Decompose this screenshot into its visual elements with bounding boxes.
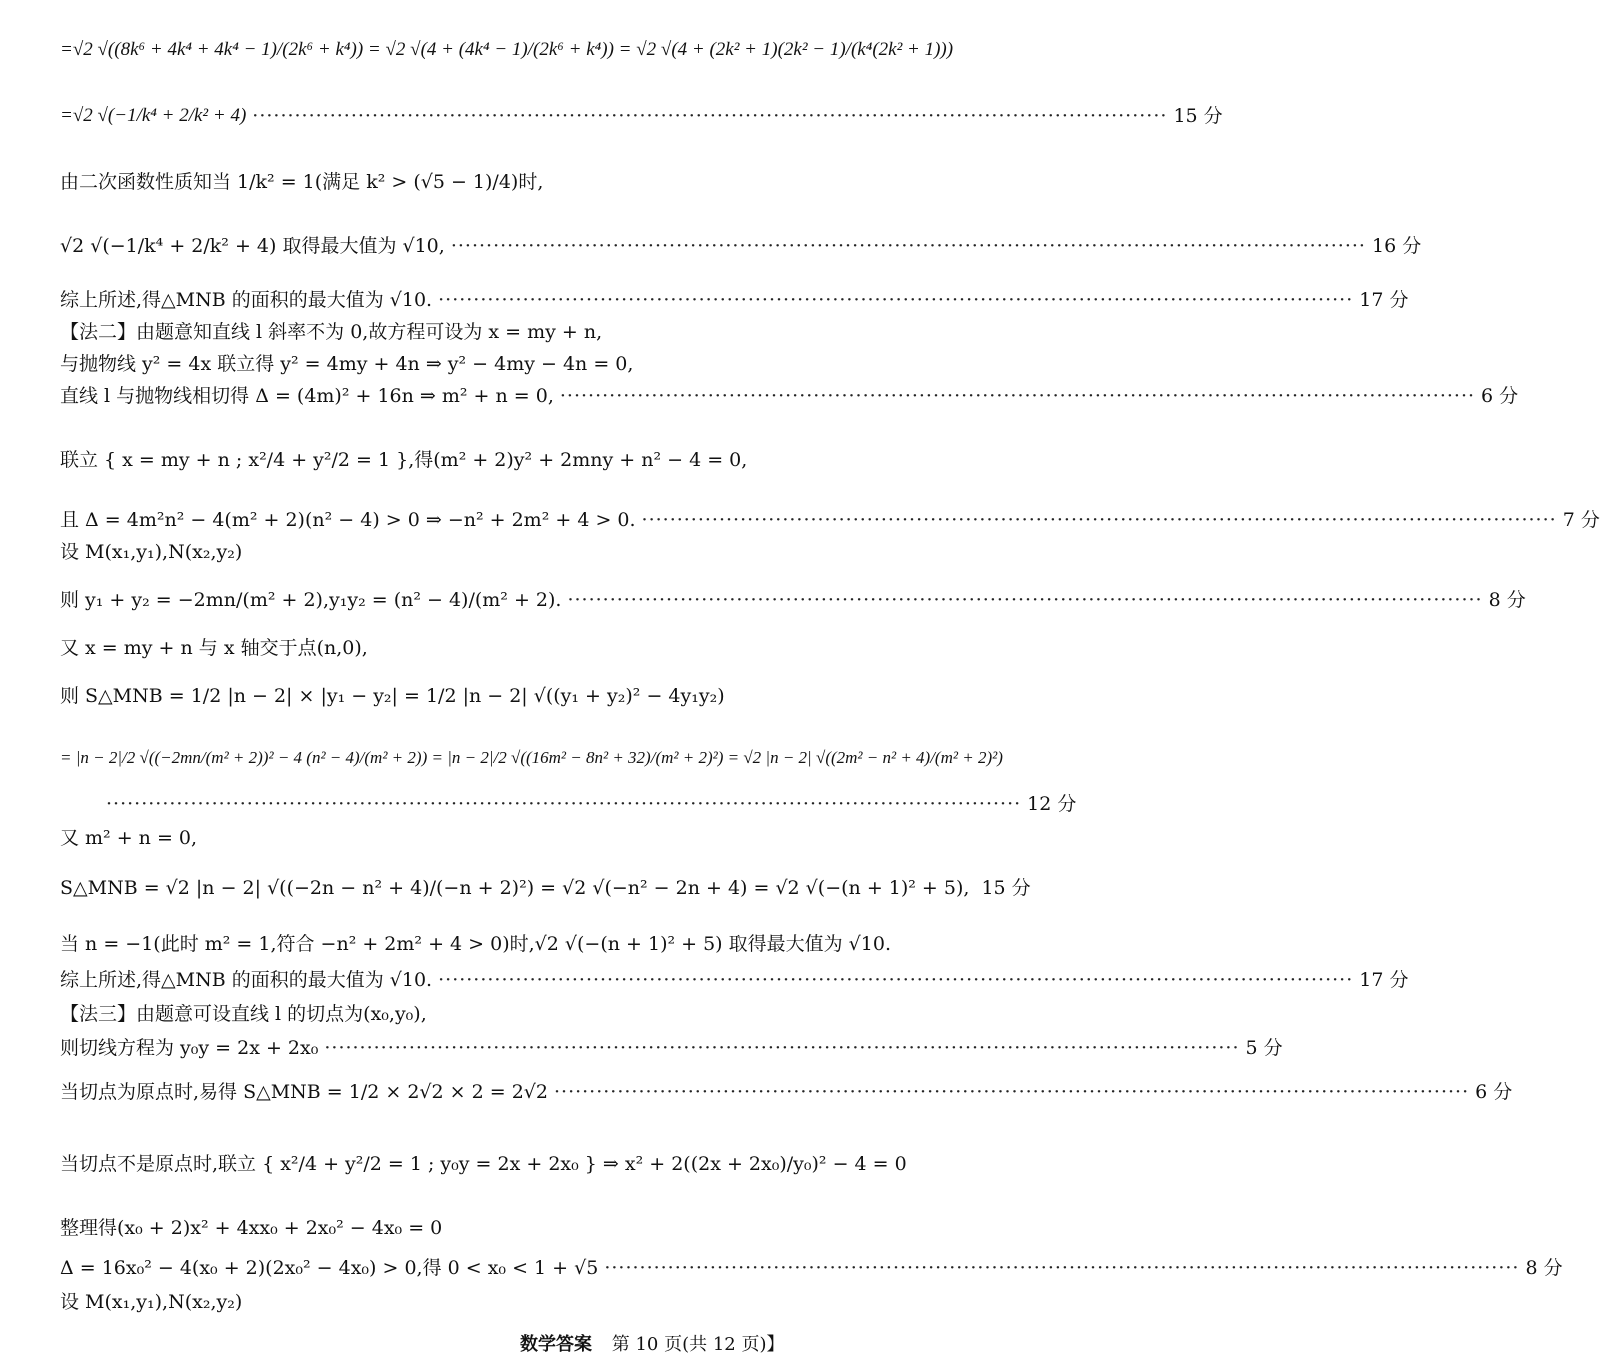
solution-line-14-text: 则 S△MNB = 1/2 |n − 2| × |y₁ − y₂| = 1/2 |n − 2| √((y₁ + y₂)² − 4y₁y₂) (60, 685, 725, 707)
solution-line-10 (60, 508, 1600, 532)
solution-line-25-text: 整理得(x₀ + 2)x² + 4xx₀ + 2x₀² − 4x₀ = 0 (60, 1217, 443, 1239)
solution-line-1-text: =√2 √((8k⁶ + 4k⁴ + 4k⁴ − 1)/(2k⁶ + k⁴)) = √2 √(4 + (4k⁴ − 1)/(2k⁶ + k⁴)) = √2 √(4 + (2k² + 1)(2k² − 1)/(k⁴(2k² + 1))) (60, 39, 954, 60)
score-label: 15 分 (981, 877, 1031, 899)
score-label: 17 分 (1359, 969, 1409, 991)
solution-line-18-text: S△MNB = √2 |n − 2| √((−2n − n² + 4)/(−n + 2)²) = √2 √(−n² − 2n + 4) = √2 √(−(n + 1)² + 5), (60, 877, 970, 899)
solution-line-20-text: 综上所述,得△MNB 的面积的最大值为 √10. (60, 969, 433, 991)
leader-dots (106, 792, 1021, 816)
score-label: 5 分 (1245, 1037, 1283, 1059)
solution-line-25 (60, 1216, 878, 1240)
score-label: 8 分 (1488, 589, 1526, 611)
score-label: 7 分 (1562, 509, 1600, 531)
solution-line-8 (60, 384, 1519, 408)
solution-line-23 (60, 1080, 1513, 1104)
solution-line-15 (60, 746, 1003, 770)
solution-line-10-text: 且 Δ = 4m²n² − 4(m² + 2)(n² − 4) > 0 ⇒ −n² + 2m² + 4 > 0. (60, 509, 636, 531)
leader-dots (554, 1080, 1469, 1104)
leader-dots (451, 234, 1366, 258)
solution-line-19 (60, 932, 892, 956)
score-label: 15 分 (1173, 105, 1223, 127)
solution-line-15-text: = |n − 2|/2 √((−2mn/(m² + 2))² − 4 (n² − 4)/(m² + 2)) = |n − 2|/2 √((16m² − 8n² + 32)/(m² + 2)²) = √2 |n − 2| √((2m² − n² + 4)/(m² + 2)²) (60, 748, 1003, 767)
solution-line-12 (60, 588, 1526, 612)
solution-line-9-text: 联立 { x = my + n ; x²/4 + y²/2 = 1 },得(m² + 2)y² + 2mny + n² − 4 = 0, (60, 449, 748, 471)
method-two-heading-text: 【法二】由题意知直线 l 斜率不为 0,故方程可设为 x = my + n, (60, 321, 603, 343)
solution-line-26 (60, 1256, 1563, 1280)
solution-line-5 (60, 288, 1409, 312)
solution-line-11 (60, 540, 878, 564)
solution-line-17-text: 又 m² + n = 0, (60, 827, 198, 849)
leader-dots (560, 384, 1475, 408)
solution-line-7 (60, 352, 878, 376)
solution-line-2-text: =√2 √(−1/k⁴ + 2/k² + 4) (60, 105, 247, 126)
leader-dots (438, 288, 1353, 312)
method-two-heading (60, 320, 878, 344)
leader-dots (252, 104, 1167, 128)
method-three-heading (60, 1002, 878, 1026)
solution-line-7-text: 与抛物线 y² = 4x 联立得 y² = 4my + 4n ⇒ y² − 4my − 4n = 0, (60, 353, 634, 375)
leader-dots (604, 1256, 1519, 1280)
footer-page-number: 第 10 页(共 12 页)】 (611, 1334, 785, 1355)
solution-line-2 (60, 104, 1223, 128)
solution-line-27-text: 设 M(x₁,y₁),N(x₂,y₂) (60, 1291, 243, 1313)
solution-line-3-text: 由二次函数性质知当 1/k² = 1(满足 k² > (√5 − 1)/4)时, (60, 171, 544, 193)
page-footer (520, 1330, 784, 1356)
solution-line-20 (60, 968, 1409, 992)
method-three-heading-text: 【法三】由题意可设直线 l 的切点为(x₀,y₀), (60, 1003, 427, 1025)
solution-line-13 (60, 636, 878, 660)
leader-dots (438, 968, 1353, 992)
solution-line-22-text: 则切线方程为 y₀y = 2x + 2x₀ (60, 1037, 319, 1059)
solution-line-24 (60, 1152, 907, 1176)
solution-line-23-text: 当切点为原点时,易得 S△MNB = 1/2 × 2√2 × 2 = 2√2 (60, 1081, 548, 1103)
score-label: 6 分 (1481, 385, 1519, 407)
solution-line-13-text: 又 x = my + n 与 x 轴交于点(n,0), (60, 637, 368, 659)
score-label: 17 分 (1359, 289, 1409, 311)
solution-line-27 (60, 1290, 878, 1314)
solution-line-26-text: Δ = 16x₀² − 4(x₀ + 2)(2x₀² − 4x₀) > 0,得 0 < x₀ < 1 + √5 (60, 1257, 599, 1279)
solution-line-3 (60, 170, 878, 194)
solution-line-19-text: 当 n = −1(此时 m² = 1,符合 −n² + 2m² + 4 > 0)时,√2 √(−(n + 1)² + 5) 取得最大值为 √10. (60, 933, 892, 955)
solution-line-18 (60, 876, 1031, 900)
solution-line-12-text: 则 y₁ + y₂ = −2mn/(m² + 2),y₁y₂ = (n² − 4)/(m² + 2). (60, 589, 562, 611)
solution-line-4 (60, 234, 1422, 258)
solution-line-5-text: 综上所述,得△MNB 的面积的最大值为 √10. (60, 289, 433, 311)
score-label: 8 分 (1525, 1257, 1563, 1279)
footer-subject: 数学答案 (520, 1334, 592, 1355)
solution-line-1 (60, 38, 954, 62)
score-label: 6 分 (1475, 1081, 1513, 1103)
leader-dots (324, 1036, 1239, 1060)
score-label: 16 分 (1371, 235, 1422, 257)
solution-line-4-text: √2 √(−1/k⁴ + 2/k² + 4) 取得最大值为 √10, (60, 235, 445, 257)
leader-dots (642, 508, 1557, 532)
solution-line-11-text: 设 M(x₁,y₁),N(x₂,y₂) (60, 541, 243, 563)
solution-line-14 (60, 684, 878, 708)
solution-line-8-text: 直线 l 与抛物线相切得 Δ = (4m)² + 16n ⇒ m² + n = 0, (60, 385, 554, 407)
score-label: 12 分 (1027, 793, 1077, 815)
solution-line-16 (100, 792, 1077, 816)
solution-line-9 (60, 448, 878, 472)
solution-line-22 (60, 1036, 1283, 1060)
leader-dots (567, 588, 1482, 612)
solution-line-17 (60, 826, 878, 850)
solution-line-24-text: 当切点不是原点时,联立 { x²/4 + y²/2 = 1 ; y₀y = 2x + 2x₀ } ⇒ x² + 2((2x + 2x₀)/y₀)² − 4 = 0 (60, 1153, 907, 1175)
